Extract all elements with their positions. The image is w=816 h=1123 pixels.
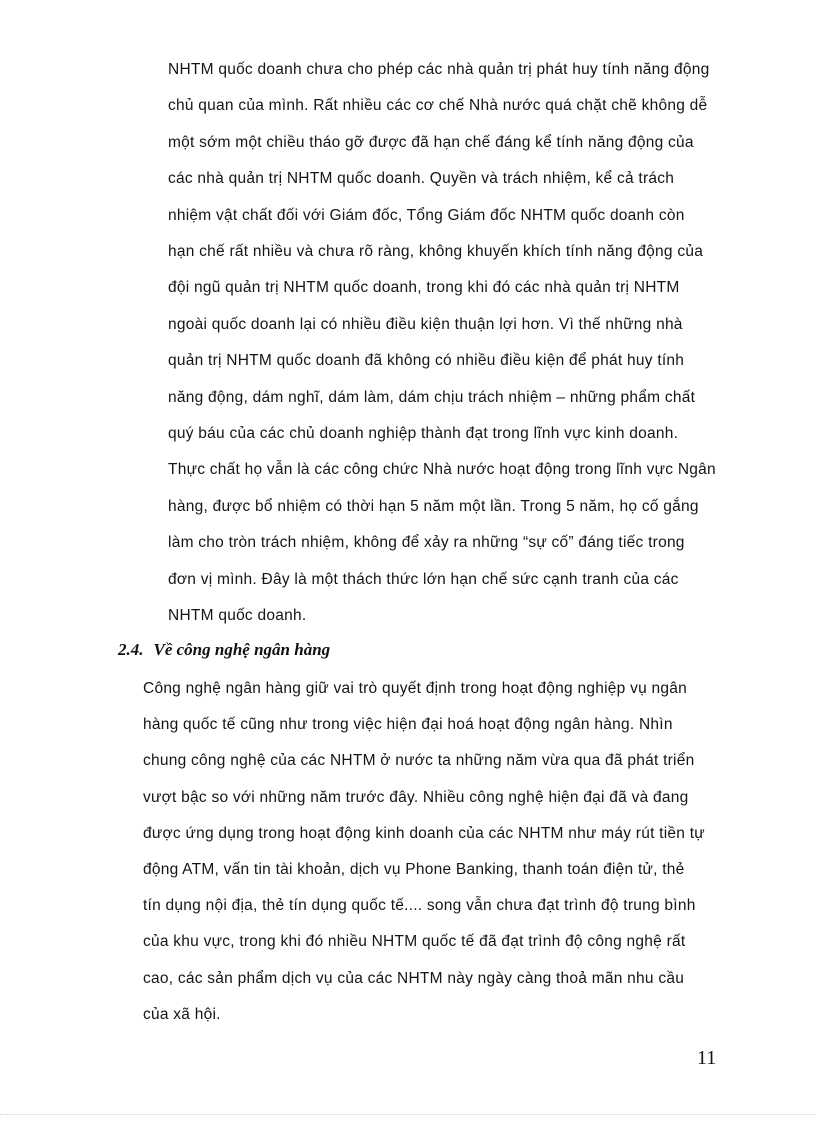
text-line: NHTM quốc doanh. xyxy=(168,607,307,625)
text-line: vượt bậc so với những năm trước đây. Nhiều công nghệ hiện đại đã và đang xyxy=(143,788,689,806)
text-line: tín dụng nội địa, thẻ tín dụng quốc tế.... song vẫn chưa đạt trình độ trung bình xyxy=(143,897,696,915)
text-line: hàng, được bổ nhiệm có thời hạn 5 năm một lần. Trong 5 năm, họ cố gắng xyxy=(168,497,699,515)
text-line: quản trị NHTM quốc doanh đã không có nhiều điều kiện để phát huy tính xyxy=(168,352,685,370)
text-line: được ứng dụng trong hoạt động kinh doanh của các NHTM như máy rút tiền tự xyxy=(143,824,705,842)
page-number: 11 xyxy=(697,1047,717,1069)
section-title: Về công nghệ ngân hàng xyxy=(153,640,331,659)
text-line: chung công nghệ của các NHTM ở nước ta những năm vừa qua đã phát triển xyxy=(143,752,695,770)
text-line: chủ quan của mình. Rất nhiều các cơ chế Nhà nước quá chặt chẽ không dễ xyxy=(168,97,708,115)
section-heading xyxy=(118,640,330,660)
paragraph-banking-technology xyxy=(143,671,728,1033)
text-line: động ATM, vấn tin tài khoản, dịch vụ Phone Banking, thanh toán điện tử, thẻ xyxy=(143,861,685,879)
text-line: NHTM quốc doanh chưa cho phép các nhà quản trị phát huy tính năng động xyxy=(168,61,710,78)
text-line: đội ngũ quản trị NHTM quốc doanh, trong khi đó các nhà quản trị NHTM xyxy=(168,279,680,297)
text-line: một sớm một chiều tháo gỡ được đã hạn chế đáng kể tính năng động của xyxy=(168,133,694,151)
section-number: 2.4. xyxy=(118,640,144,659)
text-line: Công nghệ ngân hàng giữ vai trò quyết định trong hoạt động nghiệp vụ ngân xyxy=(143,680,687,697)
text-line: cao, các sản phẩm dịch vụ của các NHTM này ngày càng thoả mãn nhu cầu xyxy=(143,969,685,987)
text-line: của khu vực, trong khi đó nhiều NHTM quốc tế đã đạt trình độ công nghệ rất xyxy=(143,933,686,951)
paragraph-state-bank-managers xyxy=(168,52,728,635)
text-line: ngoài quốc doanh lại có nhiều điều kiện thuận lợi hơn. Vì thế những nhà xyxy=(168,315,683,333)
text-line: năng động, dám nghĩ, dám làm, dám chịu trách nhiệm – những phẩm chất xyxy=(168,388,696,406)
text-line: Thực chất họ vẫn là các công chức Nhà nước hoạt động trong lĩnh vực Ngân xyxy=(168,461,716,479)
text-line: làm cho tròn trách nhiệm, không để xảy ra những “sự cố” đáng tiếc trong xyxy=(168,534,685,552)
text-line: của xã hội. xyxy=(143,1005,221,1023)
text-line: các nhà quản trị NHTM quốc doanh. Quyền và trách nhiệm, kể cả trách xyxy=(168,170,675,188)
text-line: hạn chế rất nhiều và chưa rõ ràng, không khuyến khích tính năng động của xyxy=(168,243,704,261)
text-line: quý báu của các chủ doanh nghiệp thành đạt trong lĩnh vực kinh doanh. xyxy=(168,425,679,443)
text-line: đơn vị mình. Đây là một thách thức lớn hạn chế sức cạnh tranh của các xyxy=(168,570,679,588)
text-line: nhiệm vật chất đối với Giám đốc, Tổng Giám đốc NHTM quốc doanh còn xyxy=(168,206,685,224)
text-line: hàng quốc tế cũng như trong việc hiện đại hoá hoạt động ngân hàng. Nhìn xyxy=(143,716,673,734)
page-bottom-divider xyxy=(0,1114,816,1115)
